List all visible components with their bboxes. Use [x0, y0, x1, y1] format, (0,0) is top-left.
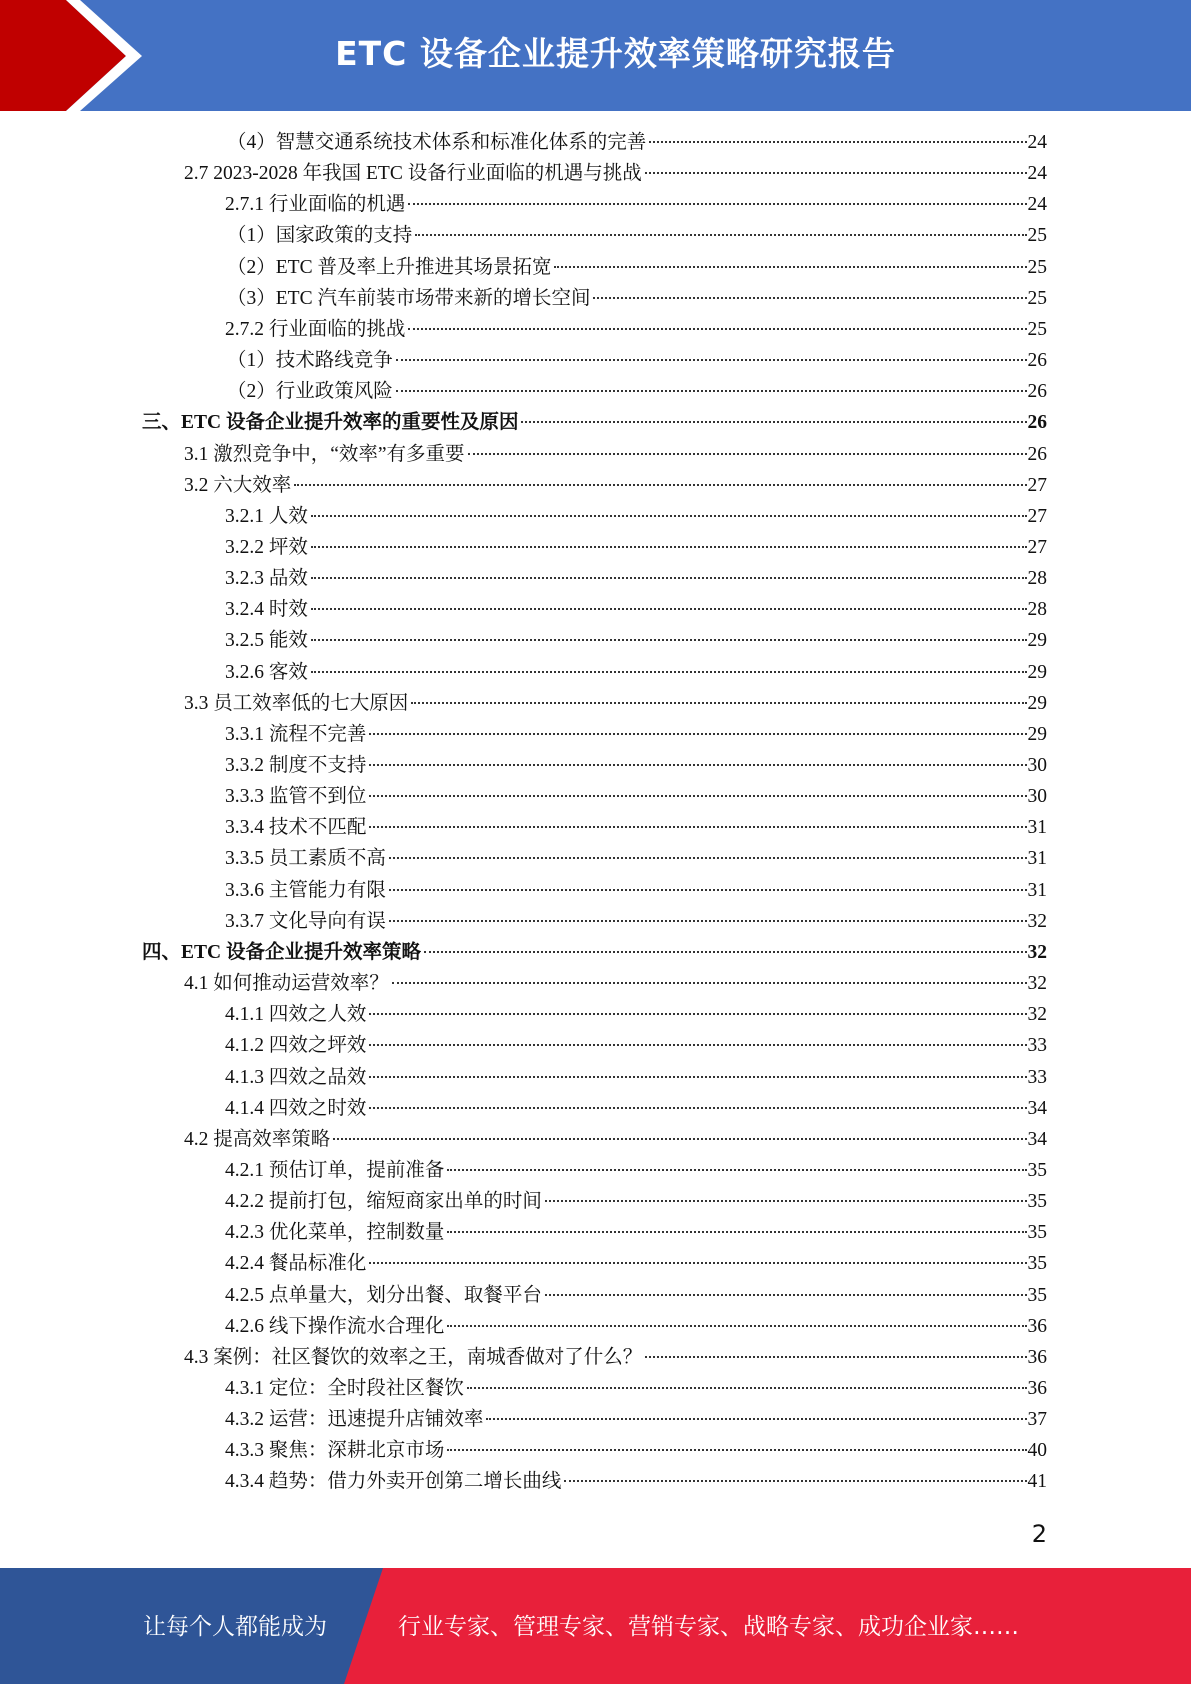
toc-entry[interactable]	[225, 719, 1047, 750]
toc-entry-title: （2）行业政策风险	[227, 381, 393, 403]
toc-entry-page: 30	[1027, 755, 1047, 776]
toc-dot-leader	[294, 484, 1026, 486]
toc-entry-page: 25	[1027, 225, 1047, 247]
toc-dot-leader	[486, 1418, 1026, 1420]
toc-dot-leader	[545, 1200, 1027, 1202]
toc-entry[interactable]	[227, 252, 1047, 283]
toc-entry[interactable]	[184, 968, 1047, 999]
toc-dot-leader	[447, 1449, 1026, 1451]
toc-entry[interactable]	[227, 345, 1047, 376]
toc-entry[interactable]	[225, 625, 1047, 656]
toc-entry[interactable]	[142, 937, 1047, 968]
toc-entry-title: 2.7.2 行业面临的挑战	[225, 318, 406, 340]
toc-entry-page: 35	[1027, 1253, 1047, 1275]
toc-dot-leader	[369, 1013, 1026, 1015]
toc-entry[interactable]	[225, 750, 1047, 781]
toc-entry[interactable]	[184, 158, 1047, 189]
toc-entry-page: 32	[1027, 941, 1047, 963]
toc-entry[interactable]	[227, 376, 1047, 407]
toc-entry-page: 35	[1027, 1284, 1047, 1306]
toc-dot-leader	[392, 982, 1027, 984]
toc-dot-leader	[369, 826, 1026, 828]
toc-entry-title: 4.3 案例：社区餐饮的效率之王，南城香做对了什么？	[184, 1346, 643, 1368]
toc-entry-page: 24	[1027, 132, 1047, 153]
toc-dot-leader	[396, 390, 1027, 392]
toc-entry-title: 3.2.2 坪效	[225, 536, 308, 558]
toc-entry-page: 32	[1027, 1004, 1047, 1026]
toc-dot-leader	[369, 1262, 1026, 1264]
toc-entry-title: 3.3.4 技术不匹配	[225, 817, 367, 839]
toc-entry-title: 3.3.1 流程不完善	[225, 723, 367, 745]
toc-entry[interactable]	[184, 688, 1047, 719]
toc-entry[interactable]	[225, 1186, 1047, 1217]
toc-entry[interactable]	[142, 407, 1047, 438]
toc-entry-title: 4.2.4 餐品标准化	[225, 1253, 367, 1275]
toc-entry[interactable]	[225, 1030, 1047, 1061]
toc-entry-page: 31	[1027, 879, 1047, 901]
toc-entry-page: 27	[1027, 505, 1047, 527]
toc-entry[interactable]	[184, 470, 1047, 501]
toc-entry-page: 35	[1027, 1222, 1047, 1244]
toc-dot-leader	[564, 1480, 1026, 1482]
page-footer	[0, 1568, 1191, 1684]
page-header	[0, 0, 1191, 111]
toc-entry-title: 3.3.3 监管不到位	[225, 786, 367, 808]
toc-entry-title: 4.1.4 四效之时效	[225, 1097, 367, 1119]
toc-entry[interactable]	[225, 1280, 1047, 1311]
toc-entry-page: 36	[1027, 1346, 1047, 1368]
toc-dot-leader	[333, 1138, 1026, 1140]
toc-dot-leader	[369, 1076, 1026, 1078]
toc-dot-leader	[411, 702, 1026, 704]
toc-entry-title: 3.3.7 文化导向有误	[225, 910, 386, 932]
toc-entry-title: 2.7 2023-2028 年我国 ETC 设备行业面临的机遇与挑战	[184, 163, 642, 185]
toc-entry-page: 34	[1027, 1097, 1047, 1119]
toc-dot-leader	[447, 1325, 1026, 1327]
toc-entry-title: 3.3 员工效率低的七大原因	[184, 692, 409, 714]
toc-entry-title: 4.2.1 预估订单，提前准备	[225, 1159, 445, 1181]
toc-entry[interactable]	[225, 875, 1047, 906]
toc-dot-leader	[447, 1169, 1026, 1171]
toc-entry-page: 27	[1027, 536, 1047, 558]
toc-dot-leader	[369, 1044, 1026, 1046]
toc-dot-leader	[311, 515, 1027, 517]
toc-entry-page: 29	[1027, 630, 1047, 652]
toc-entry[interactable]	[225, 657, 1047, 688]
toc-entry-page: 36	[1027, 1315, 1047, 1337]
toc-entry-page: 34	[1027, 1128, 1047, 1150]
toc-entry-title: 4.2.5 点单量大，划分出餐、取餐平台	[225, 1284, 542, 1306]
toc-entry-title: 4.2.2 提前打包，缩短商家出单的时间	[225, 1191, 542, 1213]
toc-entry-page: 29	[1027, 723, 1047, 745]
toc-entry-title: 4.2 提高效率策略	[184, 1128, 331, 1150]
toc-entry-page: 29	[1027, 692, 1047, 714]
toc-dot-leader	[369, 795, 1026, 797]
toc-entry-page: 25	[1027, 287, 1047, 309]
toc-dot-leader	[369, 733, 1026, 735]
toc-dot-leader	[311, 577, 1027, 579]
toc-entry-title: 4.3.4 趋势：借力外卖开创第二增长曲线	[225, 1471, 562, 1493]
toc-entry-title: 3.2.5 能效	[225, 630, 308, 652]
toc-dot-leader	[645, 1356, 1026, 1358]
toc-entry-page: 24	[1027, 194, 1047, 216]
toc-dot-leader	[554, 266, 1026, 268]
toc-entry-title: 4.3.2 运营：迅速提升店铺效率	[225, 1409, 484, 1431]
toc-entry-title: 3.2 六大效率	[184, 474, 292, 496]
toc-entry[interactable]	[227, 220, 1047, 251]
toc-entry[interactable]	[225, 1093, 1047, 1124]
toc-dot-leader	[468, 453, 1027, 455]
toc-dot-leader	[389, 920, 1027, 922]
toc-dot-leader	[593, 297, 1026, 299]
toc-entry[interactable]	[225, 1404, 1047, 1435]
toc-dot-leader	[311, 671, 1027, 673]
toc-dot-leader	[389, 889, 1027, 891]
toc-dot-leader	[545, 1294, 1027, 1296]
toc-entry-title: （1）技术路线竞争	[227, 350, 393, 372]
toc-entry-page: 26	[1027, 412, 1047, 434]
toc-dot-leader	[408, 328, 1026, 330]
toc-entry[interactable]	[225, 532, 1047, 563]
toc-entry[interactable]	[225, 1155, 1047, 1186]
toc-entry[interactable]	[225, 594, 1047, 625]
toc-entry[interactable]	[225, 1062, 1047, 1093]
toc-entry-title: 3.2.4 时效	[225, 599, 308, 621]
toc-entry-page: 32	[1027, 910, 1047, 932]
toc-entry-page: 26	[1027, 381, 1047, 403]
toc-entry-title: 4.2.6 线下操作流水合理化	[225, 1315, 445, 1337]
toc-entry[interactable]	[225, 1435, 1047, 1466]
toc-dot-leader	[369, 764, 1026, 766]
toc-entry-title: 4.2.3 优化菜单，控制数量	[225, 1222, 445, 1244]
toc-entry-page: 25	[1027, 256, 1047, 278]
toc-entry[interactable]	[225, 812, 1047, 843]
toc-dot-leader	[521, 421, 1026, 423]
toc-entry[interactable]	[225, 314, 1047, 345]
toc-entry[interactable]	[184, 1124, 1047, 1155]
toc-entry-page: 36	[1027, 1378, 1047, 1399]
toc-entry[interactable]	[225, 1311, 1047, 1342]
toc-entry-title: 3.3.2 制度不支持	[225, 755, 367, 776]
toc-entry-title: （2）ETC 普及率上升推进其场景拓宽	[227, 256, 552, 278]
toc-entry[interactable]	[184, 439, 1047, 470]
toc-entry-page: 30	[1027, 786, 1047, 808]
toc-dot-leader	[424, 951, 1027, 953]
toc-dot-leader	[415, 234, 1026, 236]
toc-entry[interactable]	[225, 999, 1047, 1030]
toc-entry[interactable]	[184, 1342, 1047, 1373]
toc-entry[interactable]	[225, 906, 1047, 937]
toc-entry[interactable]	[227, 283, 1047, 314]
toc-entry[interactable]	[225, 1373, 1047, 1404]
footer-slogan-right: 行业专家、管理专家、营销专家、战略专家、成功企业家……	[398, 1614, 1019, 1640]
toc-entry[interactable]	[225, 843, 1047, 874]
toc-entry-title: 4.1.1 四效之人效	[225, 1004, 367, 1026]
toc-entry-page: 27	[1027, 474, 1047, 496]
toc-entry-page: 25	[1027, 318, 1047, 340]
toc-entry-page: 37	[1027, 1409, 1047, 1431]
toc-entry-page: 29	[1027, 661, 1047, 683]
toc-entry-page: 31	[1027, 848, 1047, 870]
toc-entry-page: 33	[1027, 1066, 1047, 1088]
toc-entry-page: 26	[1027, 350, 1047, 372]
toc-entry-page: 28	[1027, 568, 1047, 590]
toc-entry-title: 4.3.1 定位：全时段社区餐饮	[225, 1378, 464, 1399]
toc-entry-title: 4.1.2 四效之坪效	[225, 1035, 367, 1057]
toc-entry[interactable]	[225, 501, 1047, 532]
toc-dot-leader	[467, 1387, 1027, 1389]
toc-entry-title: 4.1.3 四效之品效	[225, 1066, 367, 1088]
toc-entry[interactable]	[225, 1217, 1047, 1248]
toc-entry[interactable]	[225, 781, 1047, 812]
toc-entry-title: （3）ETC 汽车前装市场带来新的增长空间	[227, 287, 591, 309]
toc-entry-title: 3.3.6 主管能力有限	[225, 879, 386, 901]
toc-entry-title: （1）国家政策的支持	[227, 225, 413, 247]
toc-entry-title: 三、ETC 设备企业提升效率的重要性及原因	[142, 412, 519, 434]
toc-dot-leader	[396, 359, 1027, 361]
toc-entry-page: 35	[1027, 1191, 1047, 1213]
toc-entry-page: 41	[1027, 1471, 1047, 1493]
toc-dot-leader	[649, 141, 1026, 143]
toc-entry-title: 4.1 如何推动运营效率？	[184, 973, 389, 995]
toc-dot-leader	[311, 608, 1027, 610]
toc-entry-title: 2.7.1 行业面临的机遇	[225, 194, 406, 216]
toc-dot-leader	[311, 546, 1027, 548]
toc-entry[interactable]	[225, 1248, 1047, 1279]
toc-entry-title: 3.3.5 员工素质不高	[225, 848, 386, 870]
toc-entry-title: 4.3.3 聚焦：深耕北京市场	[225, 1440, 445, 1462]
toc-dot-leader	[645, 172, 1027, 174]
toc-entry[interactable]	[225, 1466, 1047, 1497]
toc-entry-page: 35	[1027, 1159, 1047, 1181]
toc-entry-title: 3.2.1 人效	[225, 505, 308, 527]
report-title: ETC 设备企业提升效率策略研究报告	[335, 34, 896, 73]
toc-dot-leader	[311, 639, 1027, 641]
toc-entry-title: 3.1 激烈竞争中，“效率”有多重要	[184, 443, 465, 465]
toc-entry[interactable]	[225, 189, 1047, 220]
toc-entry-title: 四、ETC 设备企业提升效率策略	[142, 941, 421, 963]
toc-dot-leader	[447, 1231, 1026, 1233]
toc-entry[interactable]	[227, 127, 1047, 158]
footer-slogan-left: 让每个人都能成为	[143, 1614, 327, 1640]
toc-entry-page: 31	[1027, 817, 1047, 839]
toc-dot-leader	[408, 203, 1026, 205]
toc-dot-leader	[369, 1107, 1026, 1109]
toc-entry-page: 33	[1027, 1035, 1047, 1057]
toc-entry-page: 40	[1027, 1440, 1047, 1462]
toc-entry-page: 24	[1027, 163, 1047, 185]
toc-entry-page: 26	[1027, 443, 1047, 465]
toc-entry-title: 3.2.3 品效	[225, 568, 308, 590]
toc-entry-page: 32	[1027, 973, 1047, 995]
toc-entry[interactable]	[225, 563, 1047, 594]
toc-entry-title: （4）智慧交通系统技术体系和标准化体系的完善	[227, 132, 647, 153]
toc-entry-page: 28	[1027, 599, 1047, 621]
page-number: 2	[1031, 1520, 1047, 1548]
toc-entry-title: 3.2.6 客效	[225, 661, 308, 683]
toc-dot-leader	[389, 857, 1027, 859]
